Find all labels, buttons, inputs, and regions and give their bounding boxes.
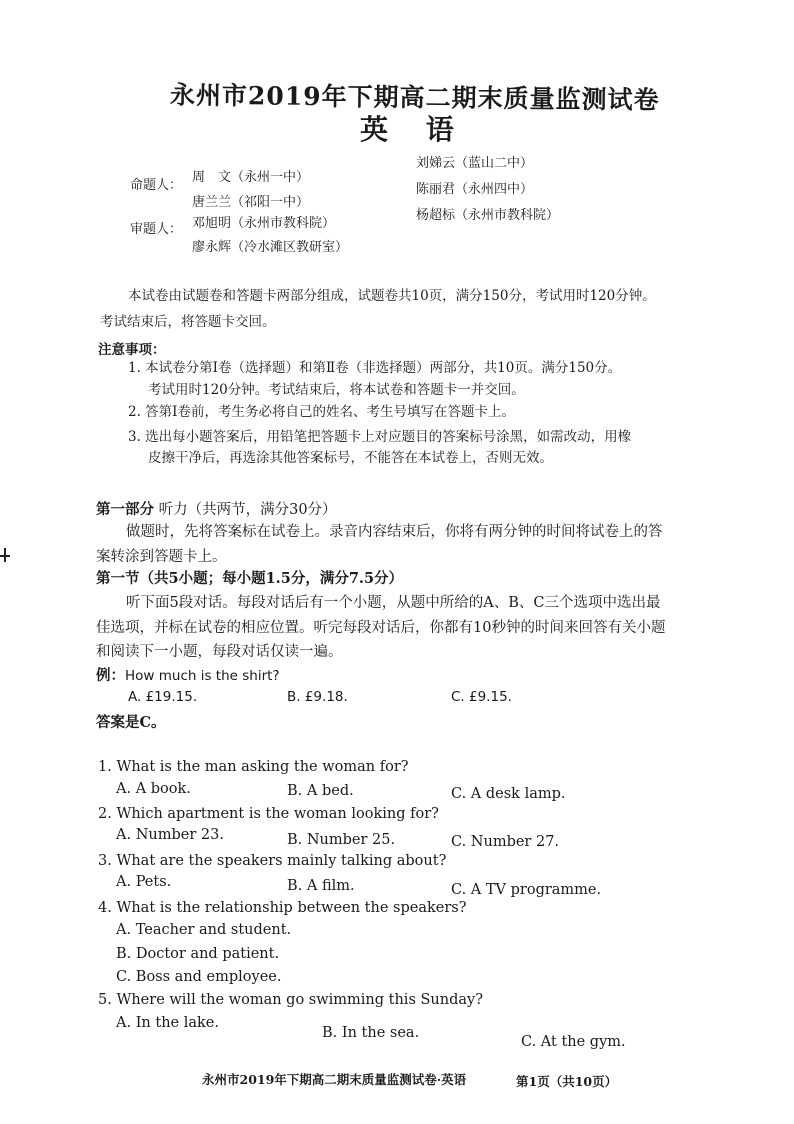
example-answer: 答案是C。 [96,714,166,731]
note-1-cont: 考试用时120分钟。考试结束后，将本试卷和答题卡一并交回。 [148,382,525,398]
reviewer-2: 廖永辉（冷水滩区教研室） [192,240,349,255]
footer-page: 第1页（共10页） [516,1074,618,1089]
q1-option-b: B. A bed. [287,783,354,799]
note-1: 1. 本试卷分第Ⅰ卷（选择题）和第Ⅱ卷（非选择题）两部分，共10页。满分150分。 [128,360,622,376]
q1-option-a: A. A book. [116,781,191,797]
section1-instr-1: 听下面5段对话。每段对话后有一个小题，从题中所给的A、B、C三个选项中选出最 [126,595,661,611]
exam-title: 永州市2019年下期高二期末质量监测试卷 [169,80,660,115]
example-label: 例： [96,667,125,684]
setter-label: 命题人： [130,178,183,193]
q4-option-a: A. Teacher and student. [116,922,292,938]
author-right-3: 杨超标（永州市教科院） [416,208,560,223]
section1-instr-2: 佳选项，并标在试卷的相应位置。听完每段对话后，你都有10秒钟的时间来回答有关小题 [96,620,666,636]
intro-line-1: 本试卷由试题卷和答题卡两部分组成，试题卷共10页，满分150分，考试用时120分钟。 [128,288,656,304]
example-option-b: B. £9.18. [287,689,348,705]
q5-option-c: C. At the gym. [521,1034,626,1050]
q3-option-c: C. A TV programme. [451,882,602,898]
question-1: 1. What is the man asking the woman for? [98,759,409,775]
q2-option-a: A. Number 23. [116,827,224,843]
q3-option-a: A. Pets. [116,874,172,890]
q4-option-b: B. Doctor and patient. [116,946,280,962]
q3-option-b: B. A film. [287,878,355,894]
setter-1: 周 文（永州一中） [192,170,310,185]
q2-option-c: C. Number 27. [451,834,560,850]
crop-mark [0,548,10,562]
reviewer-label: 审题人： [130,222,183,237]
example-line [96,664,280,685]
note-3-cont: 皮擦干净后，再选涂其他答案标号，不能答在本试卷上，否则无效。 [148,450,553,466]
question-3: 3. What are the speakers mainly talking about? [98,853,447,869]
part1-instr-1: 做题时，先将答案标在试卷上。录音内容结束后，你将有两分钟的时间将试卷上的答 [126,524,663,540]
example-option-a: A. £19.15. [128,689,198,705]
q2-option-b: B. Number 25. [287,832,396,848]
example-question: How much is the shirt? [125,668,280,684]
footer-title: 永州市2019年下期高二期末质量监测试卷·英语 [202,1072,467,1087]
q5-option-b: B. In the sea. [322,1025,420,1041]
setter-2: 唐兰兰（祁阳一中） [192,195,310,210]
part1-heading-bold: 第一部分 [96,501,154,518]
question-4: 4. What is the relationship between the speakers? [98,900,467,916]
section1-instr-3: 和阅读下一小题，每段对话仅读一遍。 [96,644,343,660]
subject-title: 英 语 [360,113,468,146]
author-right-1: 刘娣云（蓝山二中） [416,156,534,171]
intro-line-2: 考试结束后，将答题卡交回。 [100,314,276,330]
q5-option-a: A. In the lake. [116,1015,219,1031]
note-3: 3. 选出每小题答案后，用铅笔把答题卡上对应题目的答案标号涂黑，如需改动，用橡 [128,429,632,445]
q4-option-c: C. Boss and employee. [116,969,282,985]
notes-heading: 注意事项： [98,342,166,358]
question-2: 2. Which apartment is the woman looking for? [98,806,439,822]
part1-heading-rest: 听力（共两节，满分30分） [158,502,337,518]
example-option-c: C. £9.15. [451,689,512,705]
section1-heading: 第一节（共5小题；每小题1.5分，满分7.5分） [96,570,404,587]
q1-option-c: C. A desk lamp. [451,786,566,802]
author-right-2: 陈丽君（永州四中） [416,182,534,197]
part1-heading [96,498,337,519]
reviewer-1: 邓旭明（永州市教科院） [192,216,336,231]
question-5: 5. Where will the woman go swimming this Sunday? [98,992,483,1008]
note-2: 2. 答第Ⅰ卷前，考生务必将自己的姓名、考生号填写在答题卡上。 [128,404,516,420]
part1-instr-2: 案转涂到答题卡上。 [96,549,227,565]
